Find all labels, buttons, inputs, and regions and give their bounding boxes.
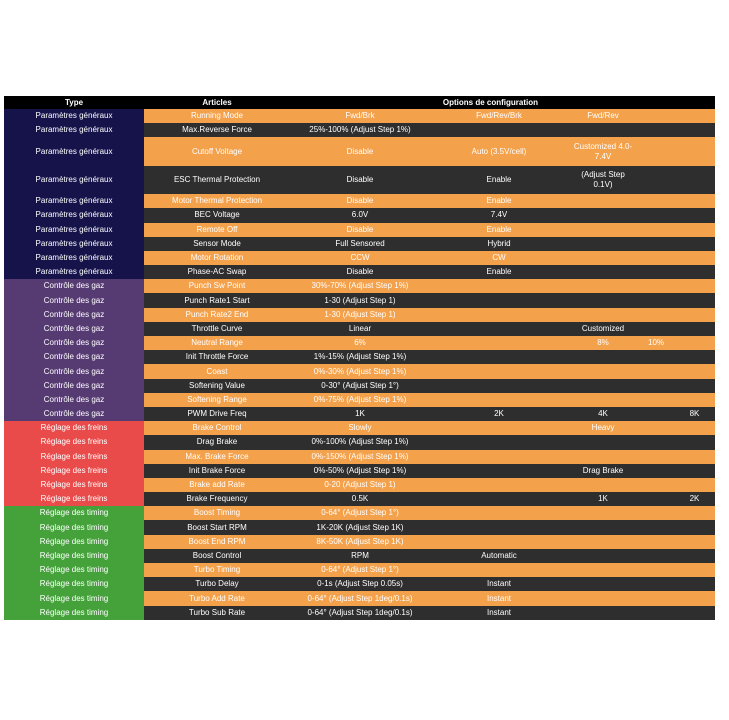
row-type: Paramètres généraux [4, 223, 144, 237]
row-option-3: 8% [568, 336, 638, 350]
row-type: Contrôle des gaz [4, 364, 144, 378]
row-option-1: 0-64° (Adjust Step 1deg/0.1s) [290, 591, 430, 605]
row-option-2 [430, 379, 568, 393]
row-option-4 [638, 308, 674, 322]
row-type: Réglage des freins [4, 464, 144, 478]
row-type: Réglage des timing [4, 506, 144, 520]
row-option-5 [674, 520, 715, 534]
row-option-1: 0-64° (Adjust Step 1deg/0.1s) [290, 606, 430, 620]
row-option-1: Disable [290, 137, 430, 165]
row-option-4 [638, 265, 674, 279]
row-option-1: CCW [290, 251, 430, 265]
header-articles: Articles [144, 96, 290, 109]
row-type: Réglage des timing [4, 535, 144, 549]
row-option-1: 1K-20K (Adjust Step 1K) [290, 520, 430, 534]
row-article: Brake Control [144, 421, 290, 435]
row-option-2 [430, 464, 568, 478]
row-option-1: Disable [290, 265, 430, 279]
row-option-4 [638, 506, 674, 520]
row-article: Boost Start RPM [144, 520, 290, 534]
row-option-2 [430, 421, 568, 435]
row-option-5 [674, 450, 715, 464]
row-option-3: Fwd/Rev [568, 109, 638, 123]
row-option-4 [638, 407, 674, 421]
row-option-2 [430, 293, 568, 307]
row-option-5 [674, 265, 715, 279]
row-article: Brake add Rate [144, 478, 290, 492]
row-option-3 [568, 208, 638, 222]
row-option-5 [674, 322, 715, 336]
row-option-2 [430, 478, 568, 492]
table-row [4, 137, 715, 165]
row-option-5 [674, 435, 715, 449]
row-option-2: Instant [430, 606, 568, 620]
table-row [4, 421, 715, 435]
row-option-4 [638, 492, 674, 506]
row-type: Contrôle des gaz [4, 279, 144, 293]
row-type: Contrôle des gaz [4, 308, 144, 322]
row-option-1: Linear [290, 322, 430, 336]
config-table [4, 96, 729, 620]
row-option-2: Enable [430, 223, 568, 237]
row-option-5: 8K [674, 407, 715, 421]
table-row [4, 166, 715, 194]
row-option-5 [674, 137, 715, 165]
row-option-5 [674, 251, 715, 265]
table-row [4, 506, 715, 520]
row-article: Motor Thermal Protection [144, 194, 290, 208]
table-row [4, 478, 715, 492]
row-option-2: Instant [430, 577, 568, 591]
row-option-5 [674, 506, 715, 520]
table-row [4, 606, 715, 620]
table-body [4, 109, 729, 620]
table-row [4, 435, 715, 449]
table-row [4, 194, 715, 208]
row-option-4 [638, 123, 674, 137]
row-option-1: 0%-150% (Adjust Step 1%) [290, 450, 430, 464]
row-option-4 [638, 435, 674, 449]
row-option-3 [568, 364, 638, 378]
row-option-4 [638, 549, 674, 563]
row-type: Paramètres généraux [4, 208, 144, 222]
row-article: Boost End RPM [144, 535, 290, 549]
table-row [4, 520, 715, 534]
row-type: Réglage des freins [4, 435, 144, 449]
table-row [4, 208, 715, 222]
row-option-5 [674, 223, 715, 237]
row-article: Turbo Add Rate [144, 591, 290, 605]
row-option-4: 10% [638, 336, 674, 350]
row-option-2 [430, 322, 568, 336]
row-option-3 [568, 606, 638, 620]
row-option-5 [674, 549, 715, 563]
row-type: Réglage des timing [4, 606, 144, 620]
table-row [4, 379, 715, 393]
table-row [4, 223, 715, 237]
row-article: Turbo Timing [144, 563, 290, 577]
row-option-3 [568, 549, 638, 563]
row-option-1: 0%-75% (Adjust Step 1%) [290, 393, 430, 407]
row-option-1: RPM [290, 549, 430, 563]
row-article: Softening Range [144, 393, 290, 407]
row-option-1: 0%-100% (Adjust Step 1%) [290, 435, 430, 449]
row-option-5 [674, 591, 715, 605]
row-type: Paramètres généraux [4, 109, 144, 123]
row-article: Cutoff Voltage [144, 137, 290, 165]
row-option-3 [568, 506, 638, 520]
row-type: Paramètres généraux [4, 166, 144, 194]
row-option-5 [674, 293, 715, 307]
row-option-1: Disable [290, 194, 430, 208]
row-option-4 [638, 591, 674, 605]
table-row: Contrôle des gaz PWM Drive Freq 1K 2K 4K 8K 16K [4, 407, 715, 421]
row-option-5 [674, 279, 715, 293]
row-option-2: Auto (3.5V/cell) [430, 137, 568, 165]
table-row [4, 251, 715, 265]
row-option-5 [674, 478, 715, 492]
table-row [4, 308, 715, 322]
header-type: Type [4, 96, 144, 109]
row-option-2: 2K [430, 407, 568, 421]
table-row [4, 237, 715, 251]
row-option-5 [674, 194, 715, 208]
row-option-4 [638, 237, 674, 251]
row-type: Paramètres généraux [4, 194, 144, 208]
row-option-4 [638, 606, 674, 620]
row-option-1: 8K-50K (Adjust Step 1K) [290, 535, 430, 549]
row-option-3: (Adjust Step 0.1V) [568, 166, 638, 194]
row-type: Réglage des freins [4, 421, 144, 435]
row-option-5 [674, 563, 715, 577]
row-option-1: 0-64° (Adjust Step 1°) [290, 563, 430, 577]
row-option-4 [638, 208, 674, 222]
row-option-4 [638, 478, 674, 492]
table-row [4, 322, 715, 336]
row-option-5 [674, 350, 715, 364]
row-option-1: 0-30° (Adjust Step 1°) [290, 379, 430, 393]
row-option-1: Disable [290, 166, 430, 194]
row-option-3 [568, 251, 638, 265]
table-row [4, 450, 715, 464]
row-option-5 [674, 208, 715, 222]
row-option-3: Customized [568, 322, 638, 336]
header-spacer-3 [674, 96, 715, 109]
row-option-3 [568, 350, 638, 364]
row-article: Turbo Sub Rate [144, 606, 290, 620]
row-article: Throttle Curve [144, 322, 290, 336]
row-option-5 [674, 166, 715, 194]
table-row [4, 109, 715, 123]
row-option-2 [430, 123, 568, 137]
row-option-4 [638, 464, 674, 478]
row-option-3 [568, 237, 638, 251]
row-article: Coast [144, 364, 290, 378]
row-option-3 [568, 535, 638, 549]
row-option-3 [568, 435, 638, 449]
table-row [4, 265, 715, 279]
row-type: Réglage des timing [4, 577, 144, 591]
row-option-2 [430, 308, 568, 322]
row-article: Phase-AC Swap [144, 265, 290, 279]
row-article: Brake Frequency [144, 492, 290, 506]
row-option-4 [638, 535, 674, 549]
row-type: Contrôle des gaz [4, 393, 144, 407]
row-option-4 [638, 322, 674, 336]
row-option-2: CW [430, 251, 568, 265]
row-option-4 [638, 563, 674, 577]
row-article: PWM Drive Freq [144, 407, 290, 421]
row-article: BEC Voltage [144, 208, 290, 222]
row-option-4 [638, 393, 674, 407]
row-option-1: 0%-50% (Adjust Step 1%) [290, 464, 430, 478]
row-option-1: Fwd/Brk [290, 109, 430, 123]
row-option-1: 1-30 (Adjust Step 1) [290, 308, 430, 322]
row-option-1: 0-64° (Adjust Step 1°) [290, 506, 430, 520]
row-option-4 [638, 166, 674, 194]
row-article: Turbo Delay [144, 577, 290, 591]
row-option-1: 6.0V [290, 208, 430, 222]
row-option-4 [638, 421, 674, 435]
row-option-1: 0%-30% (Adjust Step 1%) [290, 364, 430, 378]
row-option-5 [674, 606, 715, 620]
table-row [4, 577, 715, 591]
row-option-4 [638, 364, 674, 378]
row-option-1: 6% [290, 336, 430, 350]
row-option-2 [430, 563, 568, 577]
row-option-3 [568, 379, 638, 393]
row-option-4 [638, 350, 674, 364]
row-option-3: Heavy [568, 421, 638, 435]
row-option-3 [568, 478, 638, 492]
table-row [4, 535, 715, 549]
row-option-2 [430, 520, 568, 534]
row-option-2 [430, 450, 568, 464]
row-option-2 [430, 535, 568, 549]
row-type: Contrôle des gaz [4, 336, 144, 350]
row-option-5 [674, 379, 715, 393]
row-option-4 [638, 109, 674, 123]
row-article: Drag Brake [144, 435, 290, 449]
row-option-4 [638, 137, 674, 165]
row-type: Paramètres généraux [4, 251, 144, 265]
row-option-4 [638, 223, 674, 237]
row-option-5 [674, 577, 715, 591]
row-option-5 [674, 421, 715, 435]
row-type: Réglage des freins [4, 492, 144, 506]
table-row [4, 563, 715, 577]
row-option-2: Enable [430, 194, 568, 208]
row-article: Punch Rate1 Start [144, 293, 290, 307]
row-option-4 [638, 379, 674, 393]
row-article: Boost Timing [144, 506, 290, 520]
row-type: Paramètres généraux [4, 265, 144, 279]
table-row [4, 364, 715, 378]
row-option-2 [430, 506, 568, 520]
row-option-3 [568, 293, 638, 307]
row-option-4 [638, 251, 674, 265]
row-option-4 [638, 520, 674, 534]
row-option-2: 7.4V [430, 208, 568, 222]
row-option-2 [430, 336, 568, 350]
row-option-3 [568, 123, 638, 137]
row-option-5 [674, 393, 715, 407]
row-type: Réglage des freins [4, 450, 144, 464]
table-row [4, 492, 715, 506]
row-article: Running Mode [144, 109, 290, 123]
table-header [4, 96, 715, 109]
row-option-3 [568, 308, 638, 322]
table-row [4, 549, 715, 563]
row-option-1: 0-1s (Adjust Step 0.05s) [290, 577, 430, 591]
row-option-1: 0-20 (Adjust Step 1) [290, 478, 430, 492]
row-option-3 [568, 563, 638, 577]
row-type: Paramètres généraux [4, 137, 144, 165]
row-option-1: Slowly [290, 421, 430, 435]
row-option-2 [430, 279, 568, 293]
row-option-1: 25%-100% (Adjust Step 1%) [290, 123, 430, 137]
row-option-4 [638, 577, 674, 591]
row-option-4 [638, 194, 674, 208]
row-option-2 [430, 393, 568, 407]
row-option-5 [674, 535, 715, 549]
row-option-3 [568, 393, 638, 407]
row-article: Punch Sw Point [144, 279, 290, 293]
row-article: Max.Reverse Force [144, 123, 290, 137]
header-spacer-2 [638, 96, 674, 109]
row-article: Motor Rotation [144, 251, 290, 265]
table-row [4, 350, 715, 364]
row-type: Contrôle des gaz [4, 407, 144, 421]
row-type: Réglage des freins [4, 478, 144, 492]
row-option-3 [568, 265, 638, 279]
row-option-3 [568, 591, 638, 605]
row-option-3 [568, 450, 638, 464]
row-article: Max. Brake Force [144, 450, 290, 464]
row-option-1: 1%-15% (Adjust Step 1%) [290, 350, 430, 364]
row-option-3: 4K [568, 407, 638, 421]
row-option-5 [674, 123, 715, 137]
row-option-3 [568, 223, 638, 237]
row-article: Boost Control [144, 549, 290, 563]
row-option-5 [674, 237, 715, 251]
row-article: Sensor Mode [144, 237, 290, 251]
table-row [4, 279, 715, 293]
row-type: Réglage des timing [4, 520, 144, 534]
row-article: Init Throttle Force [144, 350, 290, 364]
row-option-5 [674, 364, 715, 378]
row-type: Paramètres généraux [4, 237, 144, 251]
row-type: Contrôle des gaz [4, 293, 144, 307]
row-type: Réglage des timing [4, 591, 144, 605]
header-spacer-1 [568, 96, 638, 109]
row-option-1: Full Sensored [290, 237, 430, 251]
row-type: Réglage des timing [4, 563, 144, 577]
row-option-4 [638, 293, 674, 307]
row-option-2: Enable [430, 166, 568, 194]
row-option-2: Instant [430, 591, 568, 605]
row-type: Paramètres généraux [4, 123, 144, 137]
row-option-3 [568, 577, 638, 591]
row-option-3: Drag Brake [568, 464, 638, 478]
row-type: Contrôle des gaz [4, 350, 144, 364]
row-option-2: Enable [430, 265, 568, 279]
row-article: Remote Off [144, 223, 290, 237]
row-option-1: 1K [290, 407, 430, 421]
table-row [4, 293, 715, 307]
row-option-4 [638, 450, 674, 464]
row-type: Contrôle des gaz [4, 379, 144, 393]
row-option-3 [568, 279, 638, 293]
row-option-1: 0.5K [290, 492, 430, 506]
row-type: Contrôle des gaz [4, 322, 144, 336]
row-option-5 [674, 464, 715, 478]
row-option-5 [674, 336, 715, 350]
row-option-3: 1K [568, 492, 638, 506]
header-options: Options de configuration [290, 96, 568, 109]
table-row [4, 123, 715, 137]
row-option-3: Customized 4.0-7.4V [568, 137, 638, 165]
row-option-5: 2K [674, 492, 715, 506]
row-option-3 [568, 194, 638, 208]
table-row [4, 591, 715, 605]
row-option-2 [430, 350, 568, 364]
row-option-2 [430, 364, 568, 378]
row-option-2 [430, 435, 568, 449]
row-type: Réglage des timing [4, 549, 144, 563]
row-article: Punch Rate2 End [144, 308, 290, 322]
row-option-2: Fwd/Rev/Brk [430, 109, 568, 123]
row-option-1: Disable [290, 223, 430, 237]
row-article: ESC Thermal Protection [144, 166, 290, 194]
row-article: Neutral Range [144, 336, 290, 350]
row-option-2: Automatic [430, 549, 568, 563]
row-option-5 [674, 308, 715, 322]
row-article: Softening Value [144, 379, 290, 393]
table-row [4, 336, 715, 350]
table-row [4, 464, 715, 478]
row-option-2: Hybrid [430, 237, 568, 251]
row-option-1: 1-30 (Adjust Step 1) [290, 293, 430, 307]
row-article: Init Brake Force [144, 464, 290, 478]
row-option-4 [638, 279, 674, 293]
row-option-5 [674, 109, 715, 123]
row-option-1: 30%-70% (Adjust Step 1%) [290, 279, 430, 293]
row-option-2 [430, 492, 568, 506]
row-option-3 [568, 520, 638, 534]
table-row [4, 393, 715, 407]
